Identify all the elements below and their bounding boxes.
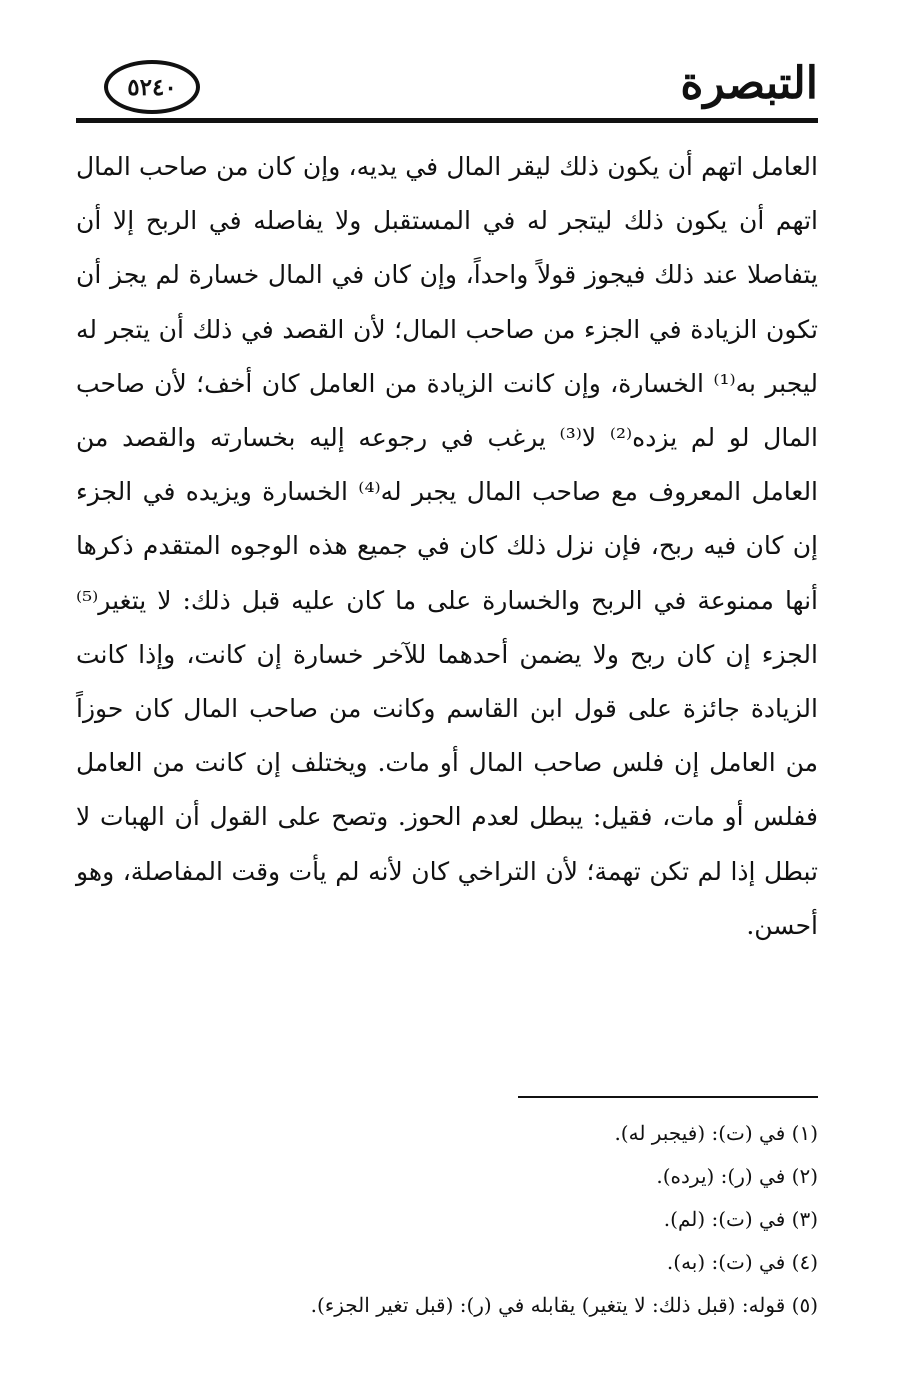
- page-header: [76, 50, 818, 126]
- footnotes: [76, 1112, 818, 1327]
- footnote-3: (٣) في (ت): (لم).: [663, 1207, 818, 1231]
- footnote-5: (٥) قوله: (قبل ذلك: لا يتغير) يقابله في (ر): (قبل تغير الجزء).: [310, 1293, 818, 1317]
- footnote-separator: [518, 1096, 818, 1098]
- page-number: ٥٢٤٠: [104, 60, 200, 114]
- running-title: التبصرة: [680, 58, 818, 109]
- footnote-2: (٢) في (ر): (يرده).: [656, 1164, 818, 1188]
- header-rule: [76, 118, 818, 123]
- footnote-4: (٤) في (ت): (به).: [666, 1250, 818, 1274]
- footnote-1: (١) في (ت): (فيجبر له).: [614, 1121, 818, 1145]
- body-paragraph: العامل اتهم أن يكون ذلك ليقر المال في يديه، وإن كان من صاحب المال اتهم أن يكون ذلك ليتجر له في المستقبل ولا يفاصله في الربح إلا أن يتفاصلا عند ذلك فيجوز قولاً واحداً، وإن كان في المال خسارة لم يجز أن تكون الزيادة في الجزء من صاحب المال؛ لأن القصد في ذلك أن يتجر له ليجبر به⁽¹⁾ الخسارة، وإن كانت الزيادة من العامل كان أخف؛ لأن صاحب المال لو لم يزده⁽²⁾ لا⁽³⁾ يرغب في رجوعه إليه بخسارته والقصد من العامل المعروف مع صاحب المال يجبر له⁽⁴⁾ الخسارة ويزيده في الجزء إن كان فيه ربح، فإن نزل ذلك كان في جميع هذه الوجوه المتقدم ذكرها أنها ممنوعة في الربح والخسارة على ما كان عليه قبل ذلك: لا يتغير⁽⁵⁾ الجزء إن كان ربح ولا يضمن أحدهما للآخر خسارة إن كانت، وإذا كانت الزيادة جائزة على قول ابن القاسم وكانت من صاحب المال كان حوزاً من العامل إن فلس صاحب المال أو مات. ويختلف إن كانت من العامل ففلس أو مات، فقيل: يبطل لعدم الحوز. وتصح على القول أن الهبات لا تبطل إذا لم تكن تهمة؛ لأن التراخي كان لأنه لم يأت وقت المفاصلة، وهو أحسن.: [76, 152, 819, 940]
- main-text: [76, 140, 818, 953]
